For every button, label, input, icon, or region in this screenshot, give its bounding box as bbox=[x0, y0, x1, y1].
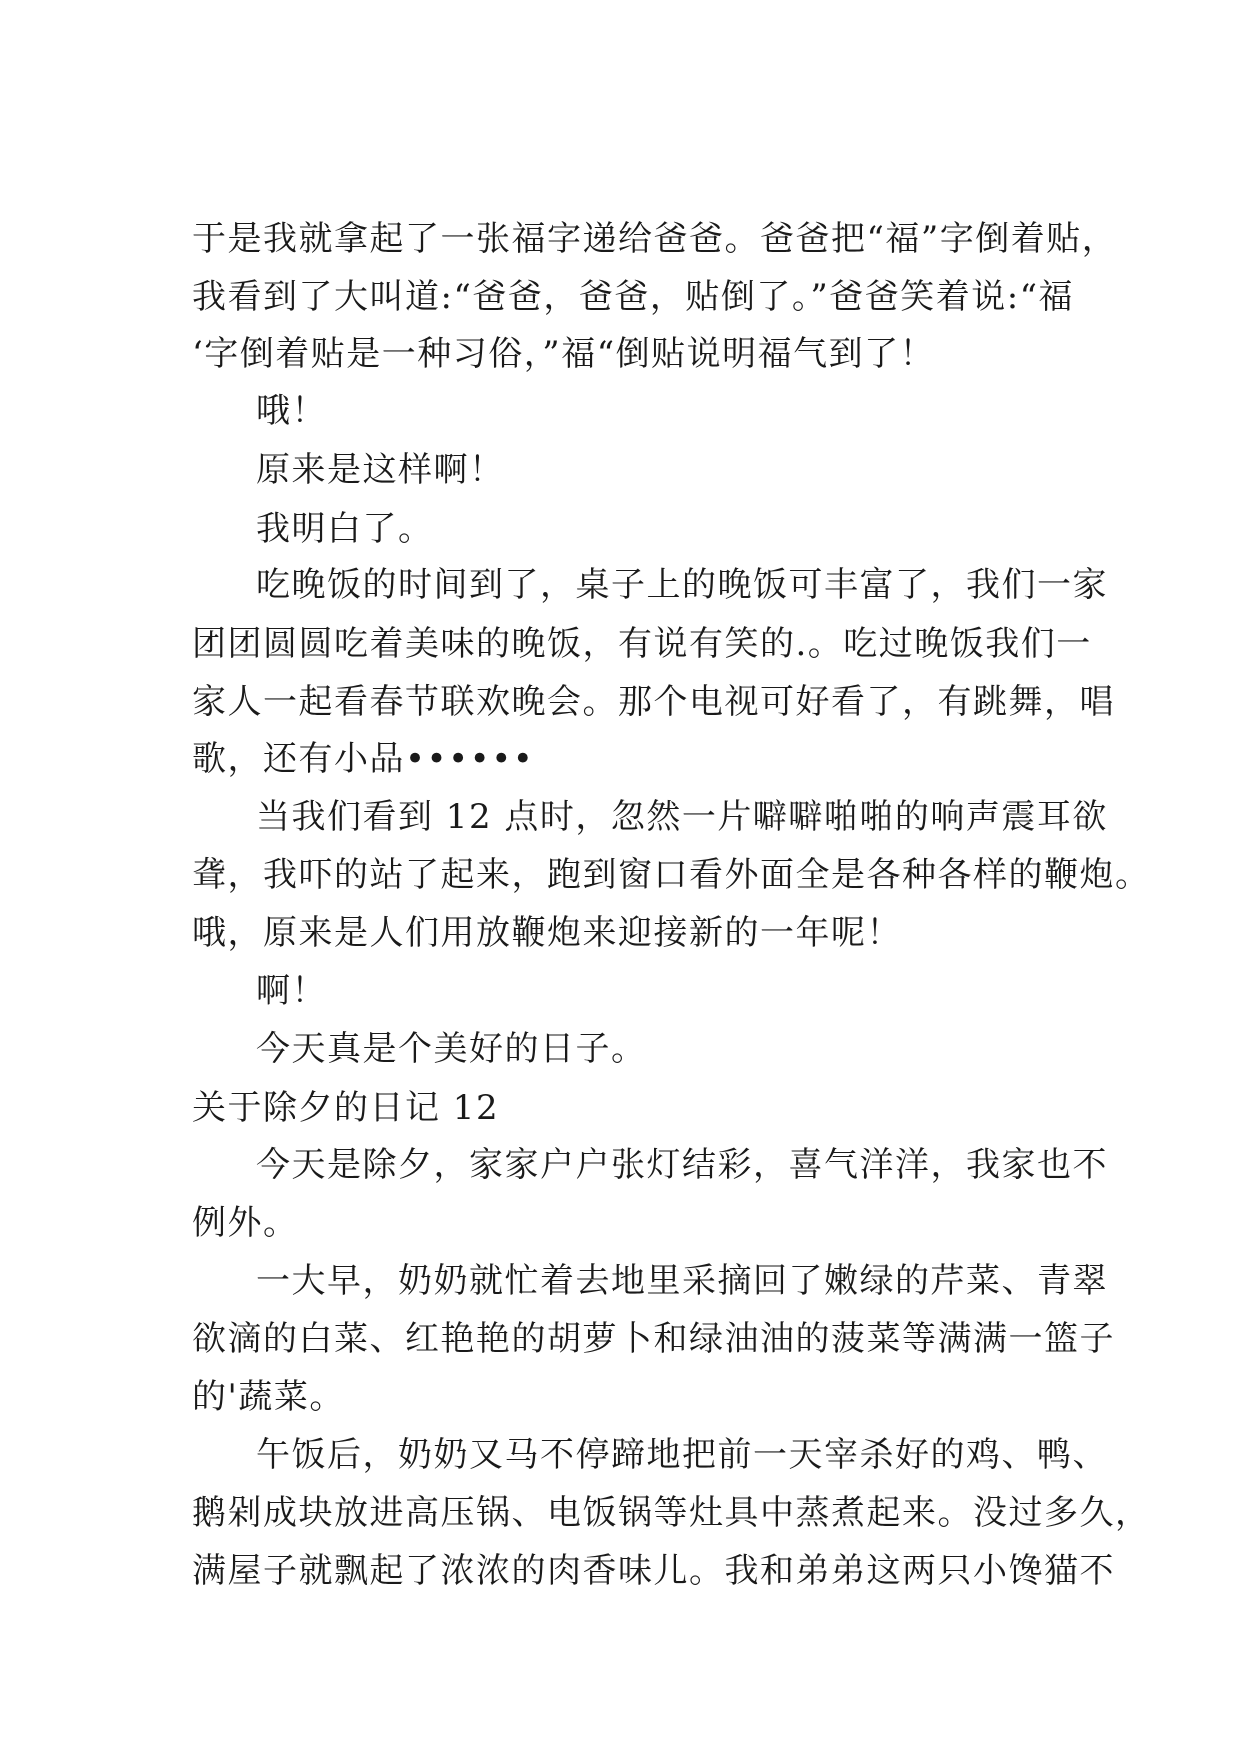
text-line: 家人一起看春节联欢晚会。那个电视可好看了，有跳舞，唱 bbox=[192, 682, 1115, 722]
text-line: 今天真是个美好的日子。 bbox=[256, 1029, 647, 1069]
text-line: 的'蔬菜。 bbox=[192, 1377, 345, 1417]
text-line: 当我们看到 12 点时，忽然一片噼噼啪啪的响声震耳欲 bbox=[256, 797, 1108, 837]
text-line: 于是我就拿起了一张福字递给爸爸。爸爸把“福”字倒着贴， bbox=[192, 219, 1118, 259]
text-line: 一大早，奶奶就忙着去地里采摘回了嫩绿的芹菜、青翠 bbox=[256, 1261, 1108, 1301]
text-line: 我看到了大叫道:“爸爸，爸爸，贴倒了。”爸爸笑着说:“福 bbox=[192, 277, 1075, 317]
text-line: 哦！ bbox=[256, 391, 327, 431]
text-line: 哦，原来是人们用放鞭炮来迎接新的一年呢！ bbox=[192, 913, 902, 953]
section-heading: 关于除夕的日记 12 bbox=[192, 1088, 500, 1128]
text-line: ‘字倒着贴是一种习俗，”福“倒贴说明福气到了！ bbox=[192, 334, 936, 374]
text-line: 团团圆圆吃着美味的晚饭，有说有笑的.。吃过晚饭我们一 bbox=[192, 624, 1092, 664]
text-line: 例外。 bbox=[192, 1203, 299, 1243]
text-line: 歌，还有小品•••••• bbox=[192, 739, 535, 779]
text-line: 欲滴的白菜、红艳艳的胡萝卜和绿油油的菠菜等满满一篮子 bbox=[192, 1319, 1115, 1359]
text-line: 啊！ bbox=[256, 971, 327, 1011]
text-line: 聋，我吓的站了起来，跑到窗口看外面全是各种各样的鞭炮。 bbox=[192, 855, 1151, 895]
text-line: 鹅剁成块放进高压锅、电饭锅等灶具中蒸煮起来。没过多久， bbox=[192, 1493, 1151, 1533]
text-line: 满屋子就飘起了浓浓的肉香味儿。我和弟弟这两只小馋猫不 bbox=[192, 1551, 1115, 1591]
text-line: 今天是除夕，家家户户张灯结彩，喜气洋洋，我家也不 bbox=[256, 1145, 1108, 1185]
text-line: 原来是这样啊！ bbox=[256, 450, 505, 490]
text-line: 我明白了。 bbox=[256, 509, 434, 549]
text-line: 午饭后，奶奶又马不停蹄地把前一天宰杀好的鸡、鸭、 bbox=[256, 1435, 1108, 1475]
text-line: 吃晚饭的时间到了，桌子上的晚饭可丰富了，我们一家 bbox=[256, 565, 1108, 605]
